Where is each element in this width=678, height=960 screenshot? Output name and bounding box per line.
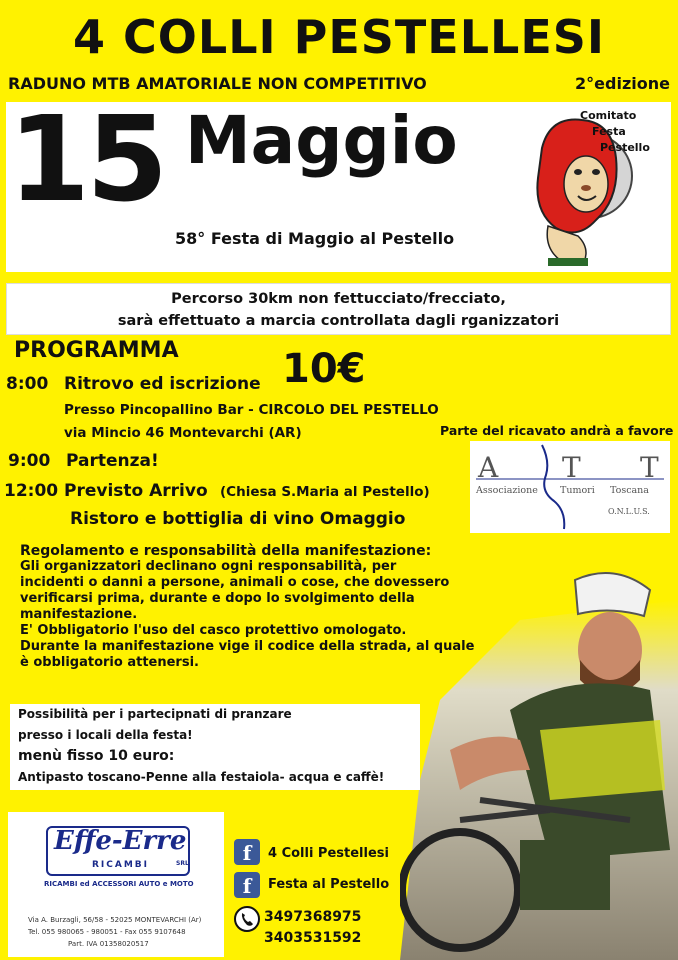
regolamento-line: E' Obbligatorio l'uso del casco protettivo omologato. — [20, 623, 407, 638]
arrivo-note: (Chiesa S.Maria al Pestello) — [220, 484, 430, 500]
lunch-line: Possibilità per i partecipnati di pranzare — [18, 707, 292, 721]
comitato-line-3: Pestello — [600, 140, 650, 154]
regolamento-line: manifestazione. — [20, 607, 138, 622]
regolamento-line: verificarsi prima, durante e dopo lo svolgimento della — [20, 591, 415, 606]
regolamento-line: è obbligatorio attenersi. — [20, 655, 199, 670]
phone-icon — [233, 905, 261, 933]
festa-label: 58° Festa di Maggio al Pestello — [175, 229, 455, 248]
phone-number-2[interactable]: 3403531592 — [264, 930, 362, 946]
schedule-time-1: 8:00 — [6, 374, 49, 394]
event-day: 15 — [8, 90, 165, 228]
lunch-line: presso i locali della festa! — [18, 728, 193, 742]
route-info-box — [6, 283, 671, 335]
sponsor-vat: Part. IVA 01358020517 — [68, 940, 149, 948]
route-line-2: sarà effettuato a marcia controllata dagli rganizzatori — [117, 313, 560, 329]
route-line-1: Percorso 30km non fettucciato/frecciato, — [171, 291, 506, 307]
att-word-3: Toscana — [610, 485, 649, 496]
schedule-time-2: 9:00 — [8, 451, 51, 471]
sponsor-phone: Tel. 055 980065 - 980051 - Fax 055 9107648 — [28, 928, 186, 936]
regolamento-heading: Regolamento e responsabilità della manifestazione: — [20, 543, 432, 559]
att-word-1: Associazione — [476, 485, 538, 496]
att-onlus: O.N.L.U.S. — [608, 507, 650, 516]
schedule-text-1: Ritrovo ed iscrizione — [64, 374, 261, 394]
event-subtitle: RADUNO MTB AMATORIALE NON COMPETITIVO — [8, 74, 427, 93]
sponsor-address: Via A. Burzagli, 56/58 - 52025 MONTEVARCHI (Ar) — [28, 916, 202, 924]
price-label: 10€ — [282, 346, 366, 392]
charity-note: Parte del ricavato andrà a favore — [440, 423, 674, 438]
comitato-label — [580, 108, 650, 156]
edition-label: 2°edizione — [575, 74, 670, 93]
facebook-page-2[interactable]: Festa al Pestello — [268, 877, 390, 892]
venue-line-1: Presso Pincopallino Bar - CIRCOLO DEL PESTELLO — [64, 402, 439, 418]
event-month: Maggio — [185, 102, 458, 179]
regolamento-line: Durante la manifestazione vige il codice della strada, al quale — [20, 639, 475, 654]
programma-heading: PROGRAMMA — [14, 338, 179, 363]
att-word-2: Tumori — [560, 485, 595, 496]
lunch-menu-price: menù fisso 10 euro: — [18, 748, 175, 764]
lunch-info-box — [10, 704, 420, 790]
att-letter-a: A — [478, 451, 499, 484]
sponsor-tagline: RICAMBI ed ACCESSORI AUTO e MOTO — [44, 880, 194, 888]
poster-title: 4 COLLI PESTELLESI — [73, 10, 605, 64]
phone-number-1[interactable]: 3497368975 — [264, 909, 362, 925]
facebook-icon[interactable]: f — [234, 872, 260, 898]
ristoro-label: Ristoro e bottiglia di vino Omaggio — [70, 509, 406, 529]
comitato-line-1: Comitato — [580, 109, 637, 122]
att-logo — [470, 441, 670, 533]
sponsor-logo: Effe-Erre — [54, 826, 187, 856]
facebook-page-1[interactable]: 4 Colli Pestellesi — [268, 846, 389, 861]
venue-line-2: via Mincio 46 Montevarchi (AR) — [64, 425, 302, 441]
regolamento-line: Gli organizzatori declinano ogni responsabilità, per — [20, 559, 397, 574]
comitato-line-2: Festa — [592, 124, 626, 138]
schedule-text-2: Partenza! — [66, 451, 159, 471]
sponsor-sub: RICAMBI — [92, 860, 150, 870]
att-letter-t1: T — [562, 451, 581, 484]
cyclist-photo — [400, 560, 678, 960]
schedule-time-3: 12:00 — [4, 481, 59, 501]
sponsor-card — [8, 812, 224, 957]
lunch-line: Antipasto toscano-Penne alla festaiola- acqua e caffè! — [18, 770, 385, 784]
sponsor-srl: SRL — [176, 860, 189, 867]
facebook-icon[interactable]: f — [234, 839, 260, 865]
regolamento-line: incidenti o danni a persone, animali o cose, che dovessero — [20, 575, 450, 590]
schedule-text-3: Previsto Arrivo — [64, 481, 208, 501]
att-letter-t2: T — [640, 451, 659, 484]
